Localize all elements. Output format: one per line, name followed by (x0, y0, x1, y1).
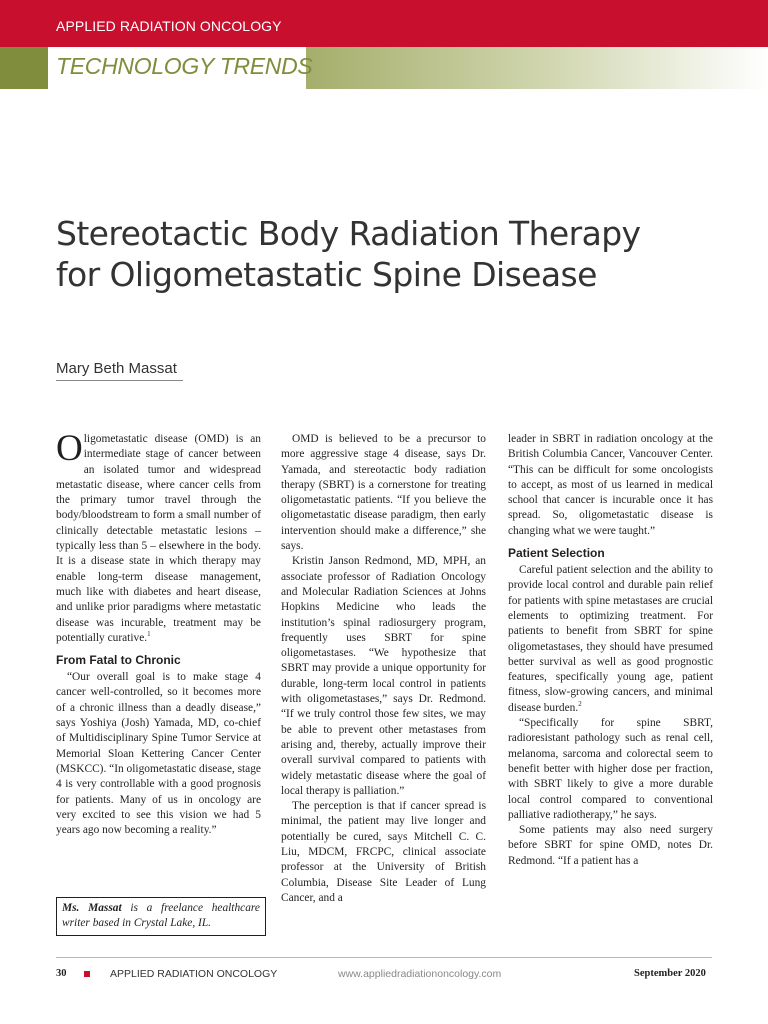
paragraph (508, 563, 713, 716)
paragraph: “Specifically for spine SBRT, radioresistant pathology such as renal cell, melanoma, sarcoma and colorectal seem to benefit better with higher dose per fraction, with SBRT likely to give a more durable local control compared to conventional palliative radiotherapy,” he says. (508, 717, 713, 821)
journal-name: APPLIED RADIATION ONCOLOGY (56, 18, 282, 34)
author-note-box (56, 897, 266, 936)
text-column-2 (281, 432, 486, 906)
article-title (56, 213, 746, 295)
title-line-2: for Oligometastatic Spine Disease (56, 255, 597, 294)
paragraph: Kristin Janson Redmond, MD, MPH, an associate professor of Radiation Oncology and Molecular Radiation Sciences at Johns Hopkins Medicine who leads the institution’s spinal radiosurgery program, frequently uses SBRT for spine oligometastases. “We hypothesize that SBRT may provide a unique opportunity for durable, long-term local control in patients with oligometastases,” says Dr. Redmond. “If we truly control those few sites, we may be able to prevent other metastases from arising and, thereby, actually improve their overall survival compared to patients with widely metastatic disease where the goal of local therapy is palliation.” (281, 555, 486, 797)
reference-marker: 2 (578, 699, 582, 708)
paragraph (56, 428, 261, 646)
footer-red-square (84, 971, 90, 977)
author-note-name: Ms. Massat (62, 902, 122, 914)
paragraph-text: Careful patient selection and the ability to provide local control and durable pain relief for patients with spine metastases are crucial elements to optimizing treatment. For patients to benefit from SBRT for spine oligometastases, they should have presumed better survival as well as good prognostic features, specifically young age, patient fitness, slow-growing cancers, and minimal disease burden. (508, 564, 713, 714)
author-byline: Mary Beth Massat (56, 360, 183, 381)
footer-journal-name: APPLIED RADIATION ONCOLOGY (110, 968, 278, 980)
footer-rule (56, 957, 712, 958)
title-line-1: Stereotactic Body Radiation Therapy (56, 214, 641, 253)
subheading-fatal-to-chronic: From Fatal to Chronic (56, 653, 181, 668)
section-label: TECHNOLOGY TRENDS (56, 53, 313, 79)
paragraph: The perception is that if cancer spread is minimal, the patient may live longer and potentially be cured, says Mitchell C. C. Liu, MDCM, FRCPC, clinical associate professor at the University of British Columbia, Disease Site Leader of Lung Cancer, and a (281, 800, 486, 904)
paragraph: OMD is believed to be a precursor to more aggressive stage 4 disease, says Dr. Yamada, and stereotactic body radiation therapy (SBRT) is a cornerstone for treating oligometastatic patients. “If you believe the oligometastatic disease paradigm, then early intervention should make a difference,” she says. (281, 433, 486, 553)
page-number: 30 (56, 968, 67, 979)
drop-cap: O (56, 428, 83, 469)
text-column-3 (508, 432, 713, 869)
author-note-text: is a freelance healthcare writer based in Crystal Lake, IL. (62, 902, 260, 929)
text-column-1 (56, 428, 261, 838)
paragraph-text: ligometastatic disease (OMD) is an intermediate stage of cancer between an isolated tumor and widespread metastatic disease, where cancer cells from the primary tumor travel through the body/bloodstream to form a small number of clinically detectable metastatic lesions – typically less than 5 – elsewhere in the body. It is a disease state in which therapy may enable long-term disease management, much like with diabetes and heart disease, and unlike prior paradigms where metastatic disease was incurable, treatment may be potentially curative. (56, 433, 261, 644)
footer-date: September 2020 (634, 968, 706, 979)
paragraph: leader in SBRT in radiation oncology at the British Columbia Cancer, Vancouver Center. “This can be difficult for some oncologists to accept, as most of us learned in medical school that cancer is incurable once it has spread. So, oligometastatic disease is changing what we were taught.” (508, 433, 713, 537)
subheading-patient-selection: Patient Selection (508, 546, 605, 561)
paragraph: “Our overall goal is to make stage 4 cancer well-controlled, so it becomes more of a chronic illness than a deadly disease,” says Yoshiya (Josh) Yamada, MD, co-chief of Multidisciplinary Spine Tumor Service at Memorial Sloan Kettering Cancer Center (MSKCC). “In oligometastatic disease, stage 4 is very controllable with a good prognosis for patients. Many of us in oncology are very excited to see this vision we had 5 years ago now becoming a reality.” (56, 671, 261, 837)
paragraph: Some patients may also need surgery before SBRT for spine OMD, notes Dr. Redmond. “If a patient has a (508, 824, 713, 867)
footer-url-link[interactable]: www.appliedradiationoncology.com (338, 968, 502, 980)
reference-marker: 1 (147, 630, 151, 639)
